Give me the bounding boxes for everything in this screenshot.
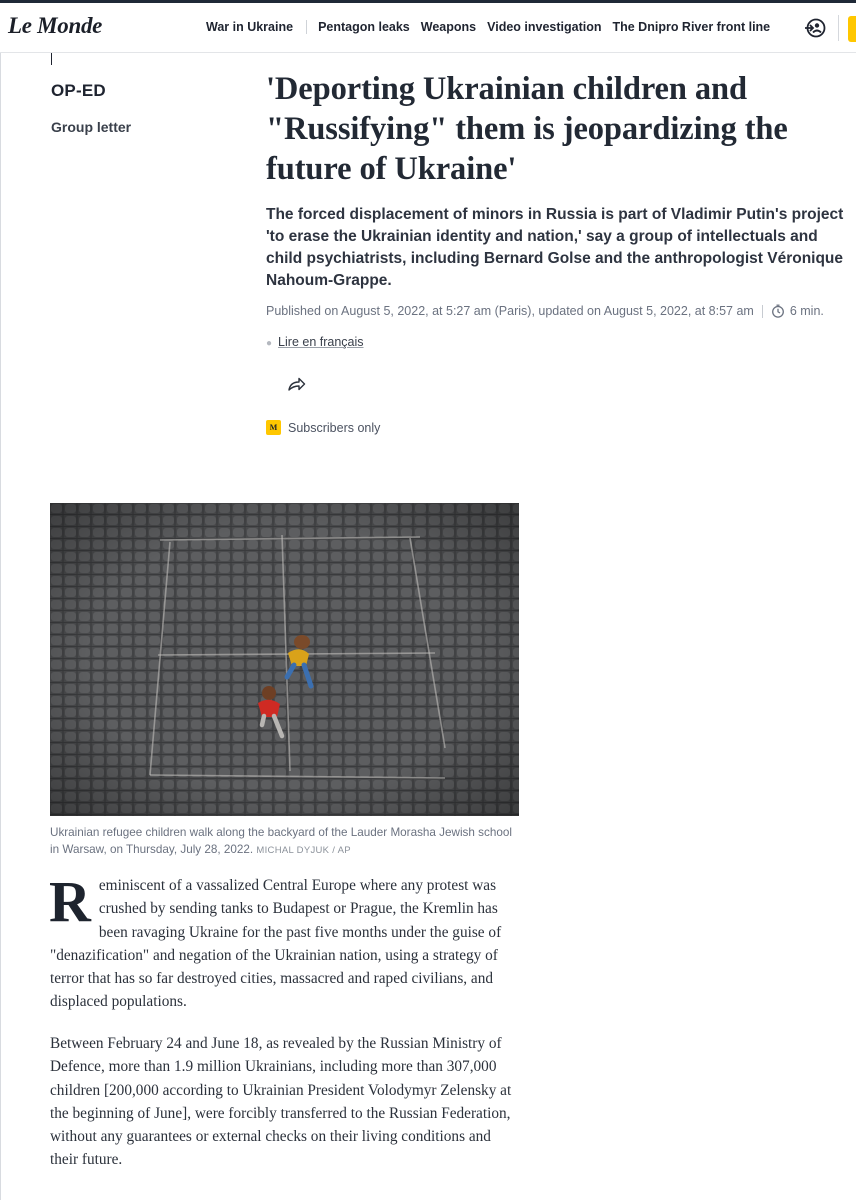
nav-item-weapons[interactable]: Weapons — [420, 20, 477, 34]
login-icon[interactable] — [804, 17, 826, 39]
article-meta — [266, 304, 824, 318]
article-standfirst: The forced displacement of minors in Russia is part of Vladimir Putin's project 'to erase the Ukrainian identity and nation,' say a group of intellectuals and child psychiatrists, including Bernard Golse and the anthropologist Véronique Nahoum-Grappe. — [266, 206, 844, 289]
photo-credit: MICHAL DYJUK / AP — [256, 845, 351, 856]
article-headline: 'Deporting Ukrainian children and "Russifying" them is jeopardizing the future of Ukraine' — [266, 71, 788, 187]
section-label[interactable]: OP-ED — [51, 81, 106, 100]
nav-separator — [838, 15, 839, 41]
paragraph-1-text: eminiscent of a vassalized Central Europe where any protest was crushed by sending tanks to Budapest or Prague, the Kremlin has been ravaging Ukraine for the past five months under the guise of "denazification" and negation of the Ukrainian nation, using a strategy of terror that has so far destroyed cities, massacred and raped civilians, and displaced populations. — [50, 877, 502, 1011]
nav-item-video-investigation[interactable]: Video investigation — [487, 20, 602, 34]
lire-en-francais-link[interactable]: Lire en français — [278, 335, 364, 349]
nav-item-dnipro-river-front-line[interactable]: The Dnipro River front line — [612, 20, 771, 34]
article-photo — [50, 503, 519, 816]
subscriber-badge-icon: M — [266, 420, 281, 435]
caption-text: Ukrainian refugee children walk along the backyard of the Lauder Morasha Jewish school in Warsaw, on Thursday, July 28, 2022. — [50, 826, 512, 856]
nav-item-pentagon-leaks[interactable]: Pentagon leaks — [318, 20, 410, 34]
main-nav — [206, 20, 781, 34]
page-border — [0, 3, 1, 1200]
article-paragraph-2: Between February 24 and June 18, as revealed by the Russian Ministry of Defence, more than 1.9 million Ukrainians, including more than 307,000 children [200,000 according to Ukrainian President Volodymyr Zelensky at the beginning of June], were forcibly transferred to the Russian Federation, without any guarantees or external checks on their living conditions and their future. — [50, 1035, 512, 1169]
nav-item-war-in-ukraine[interactable]: War in Ukraine — [206, 20, 307, 34]
subscribe-button[interactable] — [848, 16, 856, 42]
clock-icon — [771, 304, 785, 318]
bullet-icon: ● — [266, 338, 273, 349]
translation-link-row — [266, 335, 364, 349]
article-paragraph — [49, 869, 520, 1014]
author-label: Group letter — [51, 119, 132, 135]
photo-caption — [50, 824, 520, 859]
subscribers-only-label — [266, 420, 380, 435]
site-logo[interactable]: Le Monde — [8, 13, 103, 38]
share-icon[interactable] — [286, 375, 306, 393]
drop-cap: R — [49, 869, 91, 934]
meta-separator — [762, 305, 763, 318]
subscribers-only-text: Subscribers only — [288, 420, 381, 435]
section-rule — [51, 53, 52, 65]
top-navbar — [0, 3, 856, 53]
published-date: Published on August 5, 2022, at 5:27 am (Paris), updated on August 5, 2022, at 8:57 am — [266, 304, 754, 318]
reading-time: 6 min. — [789, 304, 824, 318]
